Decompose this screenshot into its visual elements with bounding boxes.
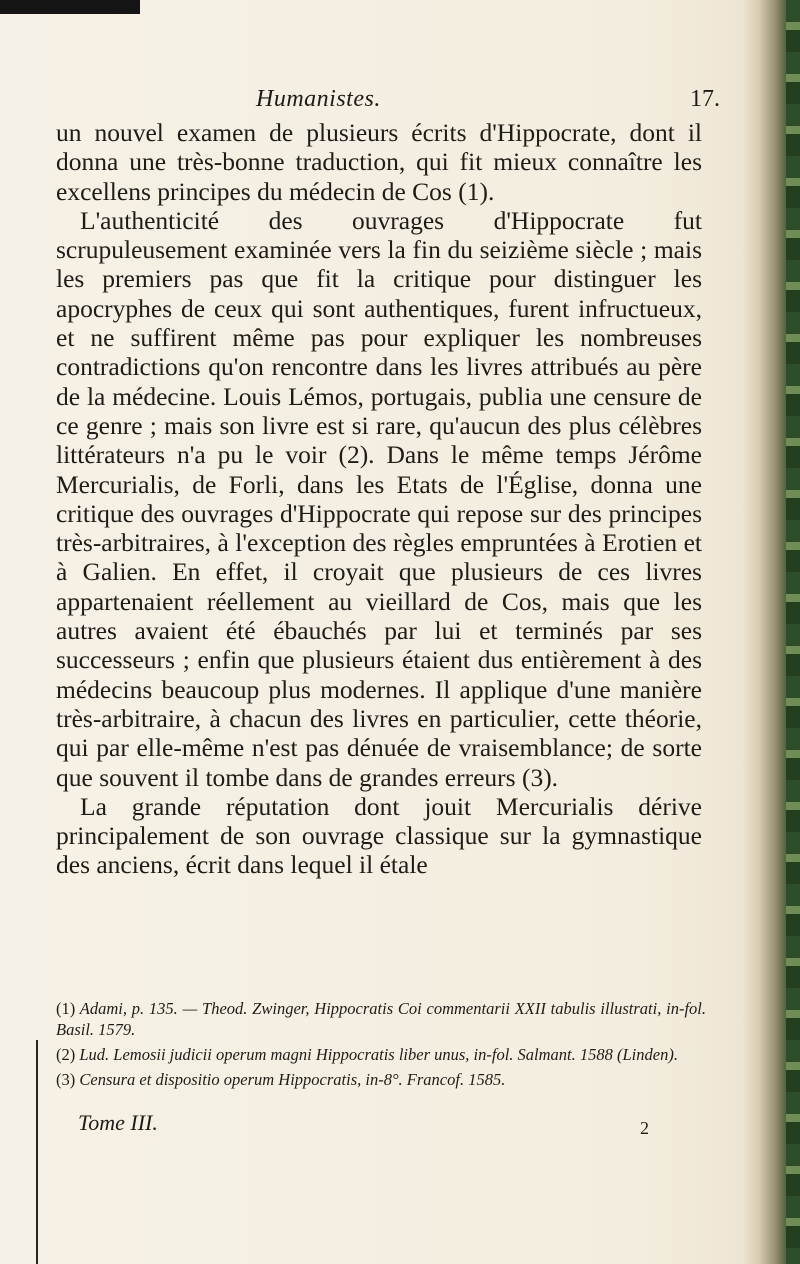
footnote (56, 1044, 706, 1065)
footnote-number: (3) (56, 1070, 76, 1089)
footnote-number: (2) (56, 1045, 76, 1064)
paragraph: La grande réputation dont jouit Mercurialis dérive principalement de son ouvrage classique sur la gymnastique des anciens, écrit dans lequel il étale (56, 791, 702, 880)
paragraph: L'authenticité des ouvrages d'Hippocrate fut scrupuleusement examinée vers la fin du seizième siècle ; mais les premiers pas que fit la critique pour distinguer les apocryphes de ceux qui sont authentiques, furent infructueux, et ne suffirent même pas pour expliquer les nombreuses contradictions qu'on rencontre dans les livres attribués au père de la médecine. Louis Lémos, portugais, publia une censure de ce genre ; mais son livre est si rare, qu'aucun des plus célèbres littérateurs n'a pu le voir (2). Dans le même temps Jérôme Mercurialis, de Forli, dans les Etats de l'Église, donna une critique des ouvrages d'Hippocrate qui repose sur des principes très-arbitraires, à l'exception des règles empruntées à Erotien et à Galien. En effet, il croyait que plusieurs de ces livres appartenaient réellement au vieillard de Cos, mais que les autres avaient été ébauchés par lui et terminés par ses successeurs ; enfin que plusieurs étaient dus entièrement à des médecins beaucoup plus modernes. Il applique d'une manière très-arbitraire, à chacun des livres en particulier, cette théorie, qui par elle-même n'est pas dénuée de vraisemblance; de sorte que souvent il tombe dans de grandes erreurs (3). (56, 205, 702, 792)
binding-strip (786, 0, 800, 1264)
scan-margin-line (36, 1040, 38, 1264)
page-header (0, 86, 800, 116)
book-binding-edge (742, 0, 800, 1264)
volume-signature: Tome III. (78, 1110, 158, 1135)
footnote-text: Adami, p. 135. — Theod. Zwinger, Hippocratis Coi commentarii XXII tabulis illustrati, in-fol. Basil. 1579. (56, 999, 706, 1039)
footnote-number: (1) (56, 999, 76, 1018)
scan-edge-dark (0, 0, 140, 14)
paragraph: un nouvel examen de plusieurs écrits d'Hippocrate, dont il donna une très-bonne traduction, qui fit mieux connaître les excellens principes du médecin de Cos (1). (56, 118, 702, 206)
footnote (56, 998, 706, 1040)
footnote (56, 1069, 706, 1090)
running-title: Humanistes. (256, 86, 381, 112)
body-text (56, 118, 702, 880)
footnotes (56, 998, 706, 1094)
page-number: 17. (690, 86, 720, 112)
footnote-text: Censura et dispositio operum Hippocratis, in-8°. Francof. 1585. (79, 1070, 506, 1089)
signature-mark: 2 (640, 1118, 649, 1138)
footnote-text: Lud. Lemosii judicii operum magni Hippocratis liber unus, in-fol. Salmant. 1588 (Linden). (79, 1045, 678, 1064)
